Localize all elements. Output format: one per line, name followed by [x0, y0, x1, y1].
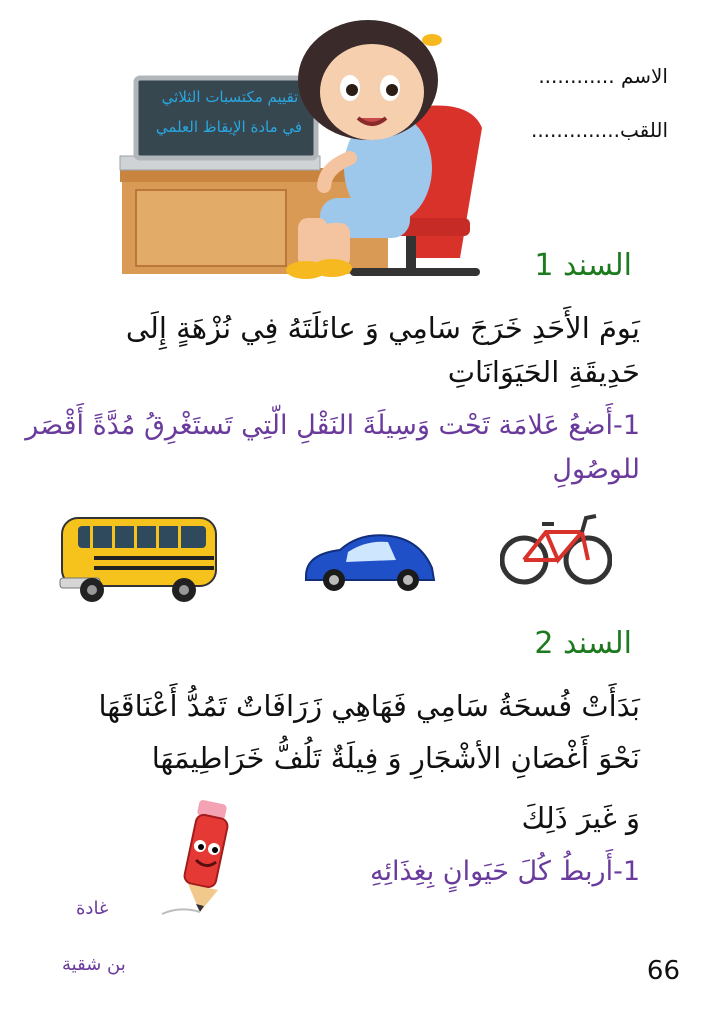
- screen-title-line2: في مادة الإيقاظ العلمي: [155, 118, 303, 136]
- section2-text-line2: نَحْوَ أَغْصَانِ الأشْجَارِ وَ فِيلَةٌ تَلُفُّ خَرَاطِيمَهَا: [151, 741, 640, 775]
- surname-field-label: اللقب..............: [530, 118, 668, 142]
- bus-icon[interactable]: [56, 512, 222, 604]
- section2-title: السند 2: [534, 626, 632, 661]
- section1-title: السند 1: [534, 248, 632, 283]
- signature-last-name: بن شقية: [62, 954, 126, 975]
- car-icon[interactable]: [300, 532, 440, 594]
- section2-question-line1: 1-أَربطُ كُلَ حَيَوانٍ بِغِذَائِهِ: [370, 856, 640, 887]
- section1-question-line1: 1-أَضعُ عَلامَة تَحْت وَسِيلَةَ النَقْلِ الّتِي تَستَغْرِقُ مُدَّةً أَقْصَر: [25, 410, 640, 441]
- section1-question-line2: للوصُولِ: [552, 454, 640, 485]
- section1-text-line1: يَومَ الأَحَدِ خَرَجَ سَامِي وَ عائلَتَهُ فِي نُزْهَةٍ إِلَى: [125, 311, 640, 345]
- section1-text-line2: حَدِيقَةِ الحَيَوَانَاتِ: [447, 355, 640, 389]
- screen-title-line1: تقييم مكتسبات الثلاثي: [161, 88, 299, 106]
- section2-text-line1: بَدَأَتْ فُسحَةُ سَامِي فَهَاهِي زَرَافَاتٌ تَمُدُّ أَعْنَاقَهَا: [98, 689, 640, 723]
- name-field-label: الاسم ............: [538, 64, 668, 88]
- bicycle-icon[interactable]: [500, 508, 612, 588]
- desk-illustration-icon: [110, 18, 490, 288]
- signature-first-name: غادة: [76, 898, 109, 919]
- pencil-mascot-icon: [160, 796, 240, 920]
- section2-text-line3: وَ غَيرَ ذَلِكَ: [521, 801, 640, 835]
- page-number: 66: [646, 956, 680, 986]
- girl-at-computer-illustration: [110, 18, 490, 288]
